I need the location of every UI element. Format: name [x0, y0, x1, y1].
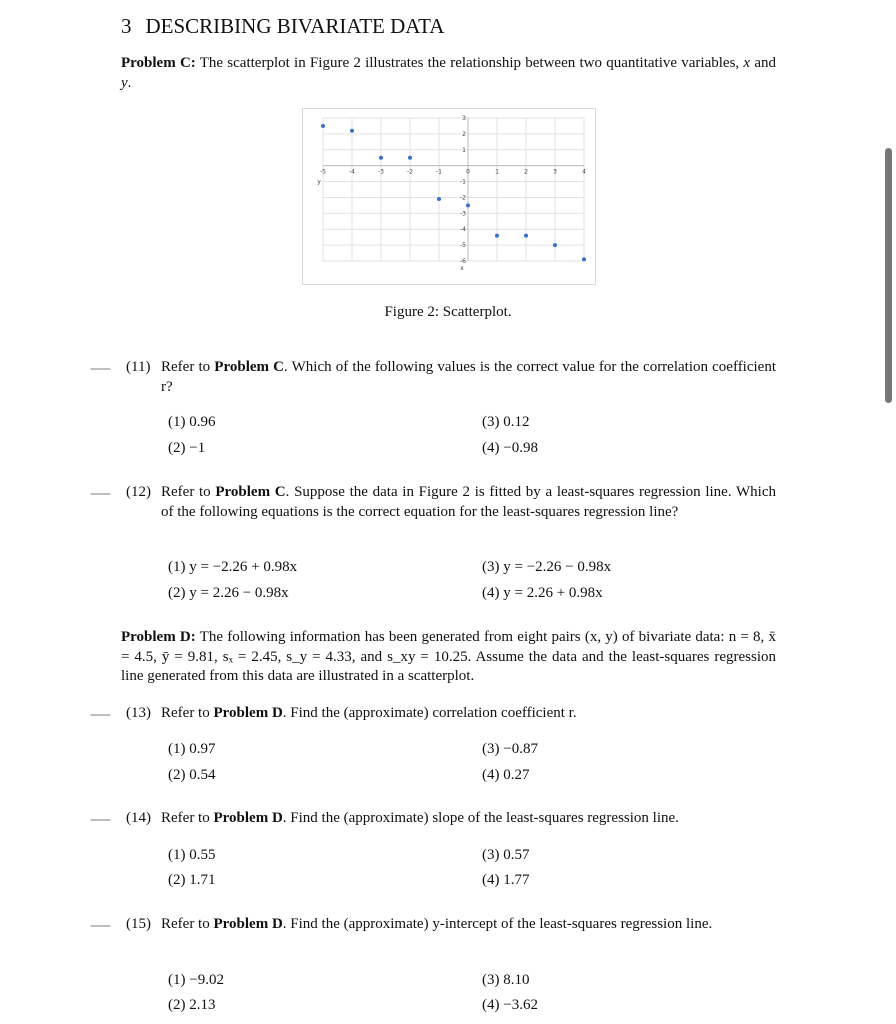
- answer-blank[interactable]: ------: [90, 360, 110, 375]
- question-ref: Problem C: [214, 359, 284, 375]
- data-point: [553, 243, 557, 247]
- figure-caption: Figure 2: Scatterplot.: [384, 304, 512, 320]
- section-heading: [121, 14, 444, 39]
- scatterplot-figure: [302, 108, 596, 285]
- problem-c-text-end: .: [127, 74, 132, 91]
- answer-blank[interactable]: ------: [90, 706, 110, 721]
- q11-option-1[interactable]: (1) 0.96: [168, 414, 216, 430]
- data-point: [379, 156, 383, 160]
- q13-option-2[interactable]: (2) 0.54: [168, 767, 216, 783]
- q12-option-4[interactable]: (4) y = 2.26 + 0.98x: [482, 585, 603, 601]
- question-prefix: Refer to: [161, 810, 214, 826]
- q14-option-3[interactable]: (3) 0.57: [482, 847, 530, 863]
- question-15: [90, 915, 776, 935]
- question-body: . Suppose the data in Figure 2 is fitted by a least-squares regression line. Which of the following equations is the correct equation for the least-squares regression line?: [161, 484, 776, 520]
- data-point: [582, 257, 586, 261]
- q12-option-2[interactable]: (2) y = 2.26 − 0.98x: [168, 585, 289, 601]
- q14-option-1[interactable]: (1) 0.55: [168, 847, 216, 863]
- x-tick-label: -3: [378, 168, 384, 176]
- q15-option-3[interactable]: (3) 8.10: [482, 972, 530, 988]
- question-prefix: Refer to: [161, 359, 215, 375]
- section-number: 3: [121, 14, 132, 38]
- var-y: y: [121, 74, 128, 91]
- data-point: [437, 197, 441, 201]
- question-11: [90, 358, 776, 397]
- q11-option-4[interactable]: (4) −0.98: [482, 440, 538, 456]
- q15-option-1[interactable]: (1) −9.02: [168, 972, 224, 988]
- question-13: [90, 704, 776, 724]
- y-tick-label: 2: [462, 130, 466, 138]
- x-tick-label: -4: [349, 168, 355, 176]
- question-prefix: Refer to: [161, 916, 214, 932]
- y-tick-label: -6: [460, 258, 466, 265]
- question-ref: Problem D: [213, 916, 283, 932]
- answer-blank[interactable]: ------: [90, 485, 110, 500]
- question-number: (12): [126, 484, 151, 500]
- question-text: [161, 483, 776, 522]
- problem-d-text: The following information has been generated from eight pairs (x, y) of bivariate data: n = 8, x̄ = 4.5, ȳ = 9.81, sₓ = 2.45, s_y = 4.33, and s_xy = 10.25. Assume the data and the least-squares regression line generated from this data are illustrated in a scatterplot.: [121, 629, 776, 684]
- q13-option-3[interactable]: (3) −0.87: [482, 741, 538, 757]
- question-body: . Find the (approximate) correlation coefficient r.: [282, 705, 577, 721]
- question-text: [161, 358, 776, 397]
- x-axis-label: x: [460, 265, 464, 272]
- data-point: [524, 234, 528, 238]
- data-point: [321, 124, 325, 128]
- y-tick-label: -1: [460, 178, 466, 186]
- y-tick-label: -2: [460, 194, 466, 202]
- problem-c-label: Problem C:: [121, 55, 196, 71]
- data-point: [495, 234, 499, 238]
- problem-c-text-mid: and: [750, 55, 776, 71]
- x-tick-label: 2: [524, 168, 528, 176]
- data-point: [350, 129, 354, 133]
- y-tick-label: 3: [462, 115, 466, 122]
- section-title: DESCRIBING BIVARIATE DATA: [145, 14, 445, 38]
- x-tick-label: 4: [582, 168, 586, 176]
- y-tick-label: -5: [460, 242, 466, 250]
- y-tick-label: -3: [460, 210, 466, 218]
- question-ref: Problem D: [213, 810, 283, 826]
- data-point: [466, 203, 470, 207]
- problem-d-label: Problem D:: [121, 629, 196, 645]
- q14-option-2[interactable]: (2) 1.71: [168, 872, 216, 888]
- var-x: x: [743, 55, 751, 71]
- q12-option-3[interactable]: (3) y = −2.26 − 0.98x: [482, 559, 612, 575]
- answer-blank[interactable]: ------: [90, 811, 110, 826]
- question-text: [161, 704, 776, 724]
- question-number: (13): [126, 705, 151, 721]
- question-number: (15): [126, 916, 151, 932]
- question-number: (11): [126, 359, 151, 375]
- question-number: (14): [126, 810, 151, 826]
- scatterplot-svg: [303, 109, 595, 284]
- question-ref: Problem D: [213, 705, 283, 721]
- q15-option-4[interactable]: (4) −3.62: [482, 997, 538, 1013]
- q14-option-4[interactable]: (4) 1.77: [482, 872, 530, 888]
- question-14: [90, 809, 776, 829]
- data-point: [408, 156, 412, 160]
- q15-option-2[interactable]: (2) 2.13: [168, 997, 216, 1013]
- q12-option-1[interactable]: (1) y = −2.26 + 0.98x: [168, 559, 298, 575]
- answer-blank[interactable]: ------: [90, 917, 110, 932]
- y-tick-label: 1: [462, 146, 466, 154]
- q11-option-2[interactable]: (2) −1: [168, 440, 206, 456]
- q11-option-3[interactable]: (3) 0.12: [482, 414, 530, 430]
- x-tick-label: -2: [407, 168, 413, 176]
- x-tick-label: 0: [466, 168, 470, 176]
- x-tick-label: -1: [436, 168, 442, 176]
- question-12: [90, 483, 776, 522]
- x-tick-label: -5: [320, 168, 326, 176]
- y-tick-label: -4: [460, 226, 466, 234]
- question-text: [161, 809, 776, 829]
- question-prefix: Refer to: [161, 705, 214, 721]
- q13-option-1[interactable]: (1) 0.97: [168, 741, 216, 757]
- problem-c-text: The scatterplot in Figure 2 illustrates the relationship between two quantitative variables,: [195, 55, 744, 71]
- question-text: [161, 915, 776, 935]
- question-prefix: Refer to: [161, 484, 216, 500]
- problem-c-statement: [121, 54, 776, 93]
- problem-d-statement: [121, 628, 776, 687]
- y-axis-label: y: [317, 178, 321, 186]
- question-body: . Find the (approximate) slope of the least-squares regression line.: [282, 810, 679, 826]
- question-body: . Which of the following values is the correct value for the correlation coefficient r?: [161, 359, 777, 395]
- x-tick-label: 3: [553, 168, 557, 176]
- x-tick-label: 1: [495, 168, 499, 176]
- question-body: . Find the (approximate) y-intercept of the least-squares regression line.: [282, 916, 713, 932]
- question-ref: Problem C: [215, 484, 286, 500]
- q13-option-4[interactable]: (4) 0.27: [482, 767, 530, 783]
- scrollbar-thumb[interactable]: [885, 148, 892, 403]
